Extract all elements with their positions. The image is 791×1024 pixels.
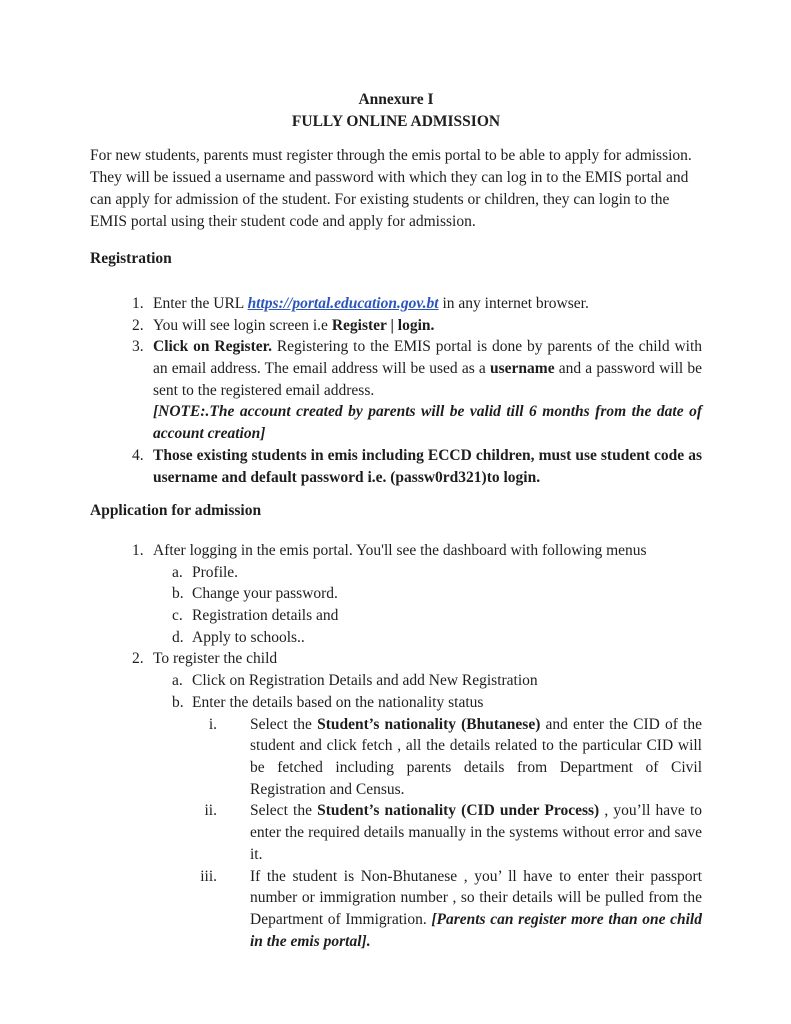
list-marker: 1. [132,294,144,312]
application-item-2 [90,648,702,670]
item-text: Click on Registration Details and add New Registration [192,672,538,690]
item-text-bold: Register | login. [331,316,435,334]
list-marker: 1. [132,541,144,559]
item-text: You will see login screen i.e [153,316,332,334]
item-text: Profile. [192,563,239,581]
item-text: Apply to schools.. [192,628,305,646]
register-child-step-b [90,692,702,714]
item-text: Select the [250,802,318,820]
item-text: Enter the details based on the nationality status [192,693,484,711]
dashboard-menu-apply-to-schools [90,627,702,649]
dashboard-menu-change-password [90,583,702,605]
note-block: [NOTE:.The account created by parents will be valid till 6 months from the date of account creation] [153,403,702,443]
list-marker: ii. [204,802,217,820]
list-marker: b. [172,585,184,603]
nationality-case-bhutanese [90,714,702,801]
list-marker: 2. [132,650,144,668]
item-text-bold: Student’s nationality (Bhutanese) [317,715,541,733]
item-text: Enter the URL [153,294,248,312]
list-marker: 2. [132,316,144,334]
item-text: Registration details and [192,607,339,625]
registration-heading: Registration [90,250,172,268]
list-marker: 3. [132,338,144,356]
nationality-case-non-bhutanese [90,866,702,953]
list-marker: i. [208,715,217,733]
item-text-bold-italic: [Parents can register more than one child in the emis portal]. [250,910,702,950]
list-marker: a. [172,563,183,581]
document-title: FULLY ONLINE ADMISSION [291,112,501,130]
list-marker: iii. [200,867,217,885]
annexure-label: Annexure I [358,91,434,108]
registration-item-1 [90,293,702,315]
portal-url-link[interactable]: https://portal.education.gov.bt [247,294,439,312]
registration-item-2 [90,315,702,337]
dashboard-menu-profile [90,562,702,584]
item-text: To register the child [153,650,278,668]
list-marker: c. [172,607,183,625]
registration-list [90,293,702,488]
registration-item-4 [90,445,702,488]
item-text: and a password will be sent to the registered email address. [153,360,702,399]
list-marker: d. [172,628,184,646]
item-text: Change your password. [192,585,338,603]
register-child-step-a [90,670,702,692]
application-list [90,540,702,952]
nationality-case-cid-under-process [90,800,702,865]
item-text: Registering to the EMIS portal is done by parents of the child with an email address. The email address will be used as a [153,338,702,378]
list-marker: 4. [132,446,144,464]
application-item-1 [90,540,702,562]
item-text: Select the [250,715,318,733]
application-heading: Application for admission [90,502,262,520]
item-text: After logging in the emis portal. You'll see the dashboard with following menus [153,541,647,559]
item-text-bold: Click on Register. [153,338,272,356]
item-text: and enter the CID of the student and click fetch , all the details related to the particular CID will be fetched including parents details from Department of Civil Registration and Census. [250,715,702,798]
item-text-bold: Those existing students in emis including ECCD children, must use student code as username and default password i.e. (passw0rd321)to login. [153,446,702,486]
list-marker: b. [172,693,184,711]
item-text-bold: username [490,360,555,378]
intro-paragraph: For new students, parents must register through the emis portal to be able to apply for admission. They will be issued a username and password with which they can log in to the EMIS portal and can apply for admission of the student. For existing students or children, they can login to the EMIS portal using their student code and apply for admission. [90,147,692,230]
item-text-bold: Student’s nationality (CID under Process) [317,802,600,820]
dashboard-menu-registration-details [90,605,702,627]
list-marker: a. [172,672,183,690]
registration-item-3 [90,336,702,445]
item-text: in any internet browser. [438,294,589,312]
item-text: , you’ll have to enter the required details manually in the systems without error and save it. [250,802,702,863]
item-text: If the student is Non-Bhutanese , you’ ll have to enter their passport number or immigration number , so their details will be pulled from the Department of Immigration. [250,867,702,928]
